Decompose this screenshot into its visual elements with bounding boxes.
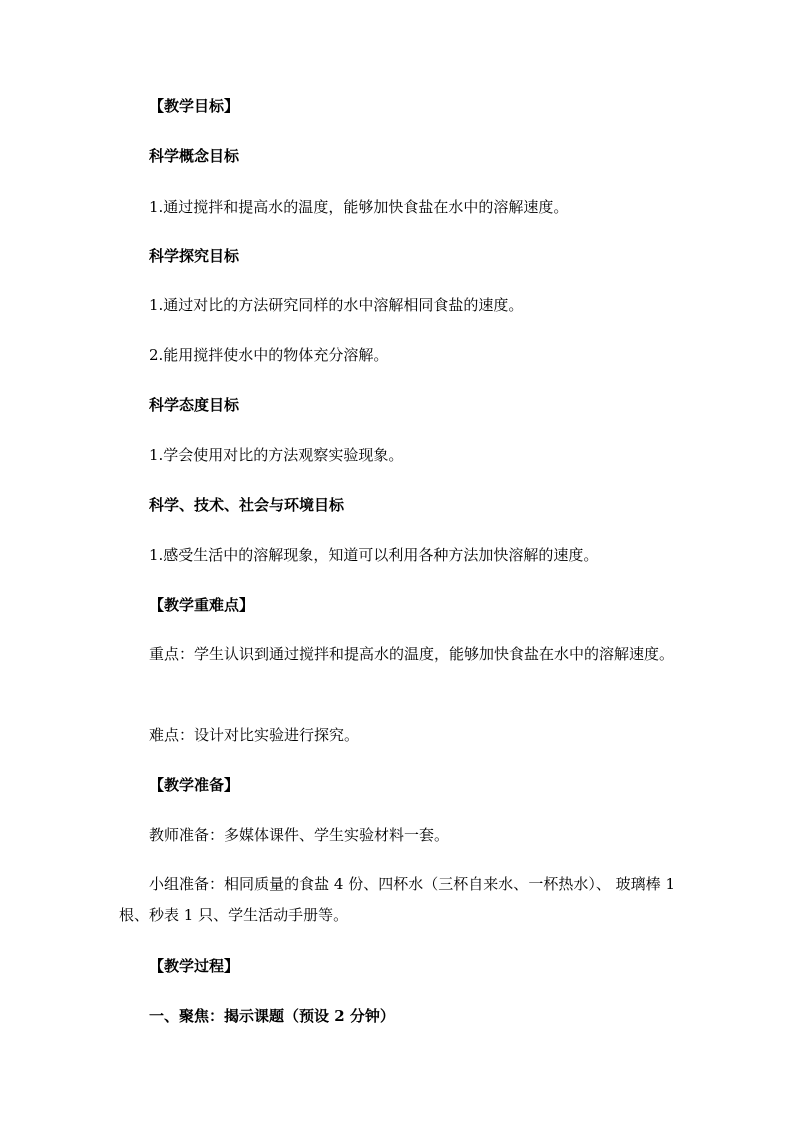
inquiry-goal-item-2: 2.能用搅拌使水中的物体充分溶解。 <box>149 346 389 364</box>
attitude-goal-heading: 科学态度目标 <box>149 396 240 414</box>
attitude-goal-item-1: 1.学会使用对比的方法观察实验现象。 <box>149 446 404 464</box>
inquiry-goal-item-1: 1.通过对比的方法研究同样的水中溶解相同食盐的速度。 <box>149 296 524 314</box>
key-point-paragraph: 重点：学生认识到通过搅拌和提高水的温度，能够加快食盐在水中的溶解速度。 <box>149 645 675 663</box>
step1-heading: 一、聚焦：揭示课题（预设 2 分钟） <box>149 1007 395 1025</box>
difficult-point-paragraph: 难点：设计对比实验进行探究。 <box>149 726 360 744</box>
concept-goal-item-1: 1.通过搅拌和提高水的温度，能够加快食盐在水中的溶解速度。 <box>149 198 569 216</box>
key-difficult-heading: 【教学重难点】 <box>149 596 255 614</box>
inquiry-goal-heading: 科学探究目标 <box>149 247 240 265</box>
teaching-prep-heading: 【教学准备】 <box>149 776 240 794</box>
concept-goal-heading: 科学概念目标 <box>149 147 240 165</box>
group-prep-paragraph: 小组准备：相同质量的食盐 4 份、四杯水（三杯自来水、一杯热水）、 玻璃棒 1 根、秒表 1 只、学生活动手册等。 <box>119 875 675 924</box>
teaching-goals-heading: 【教学目标】 <box>149 97 240 115</box>
stse-goal-item-1: 1.感受生活中的溶解现象，知道可以利用各种方法加快溶解的速度。 <box>149 546 599 564</box>
teaching-process-heading: 【教学过程】 <box>149 957 240 975</box>
teacher-prep-paragraph: 教师准备：多媒体课件、学生实验材料一套。 <box>149 826 450 844</box>
stse-goal-heading: 科学、技术、社会与环境目标 <box>149 496 345 514</box>
